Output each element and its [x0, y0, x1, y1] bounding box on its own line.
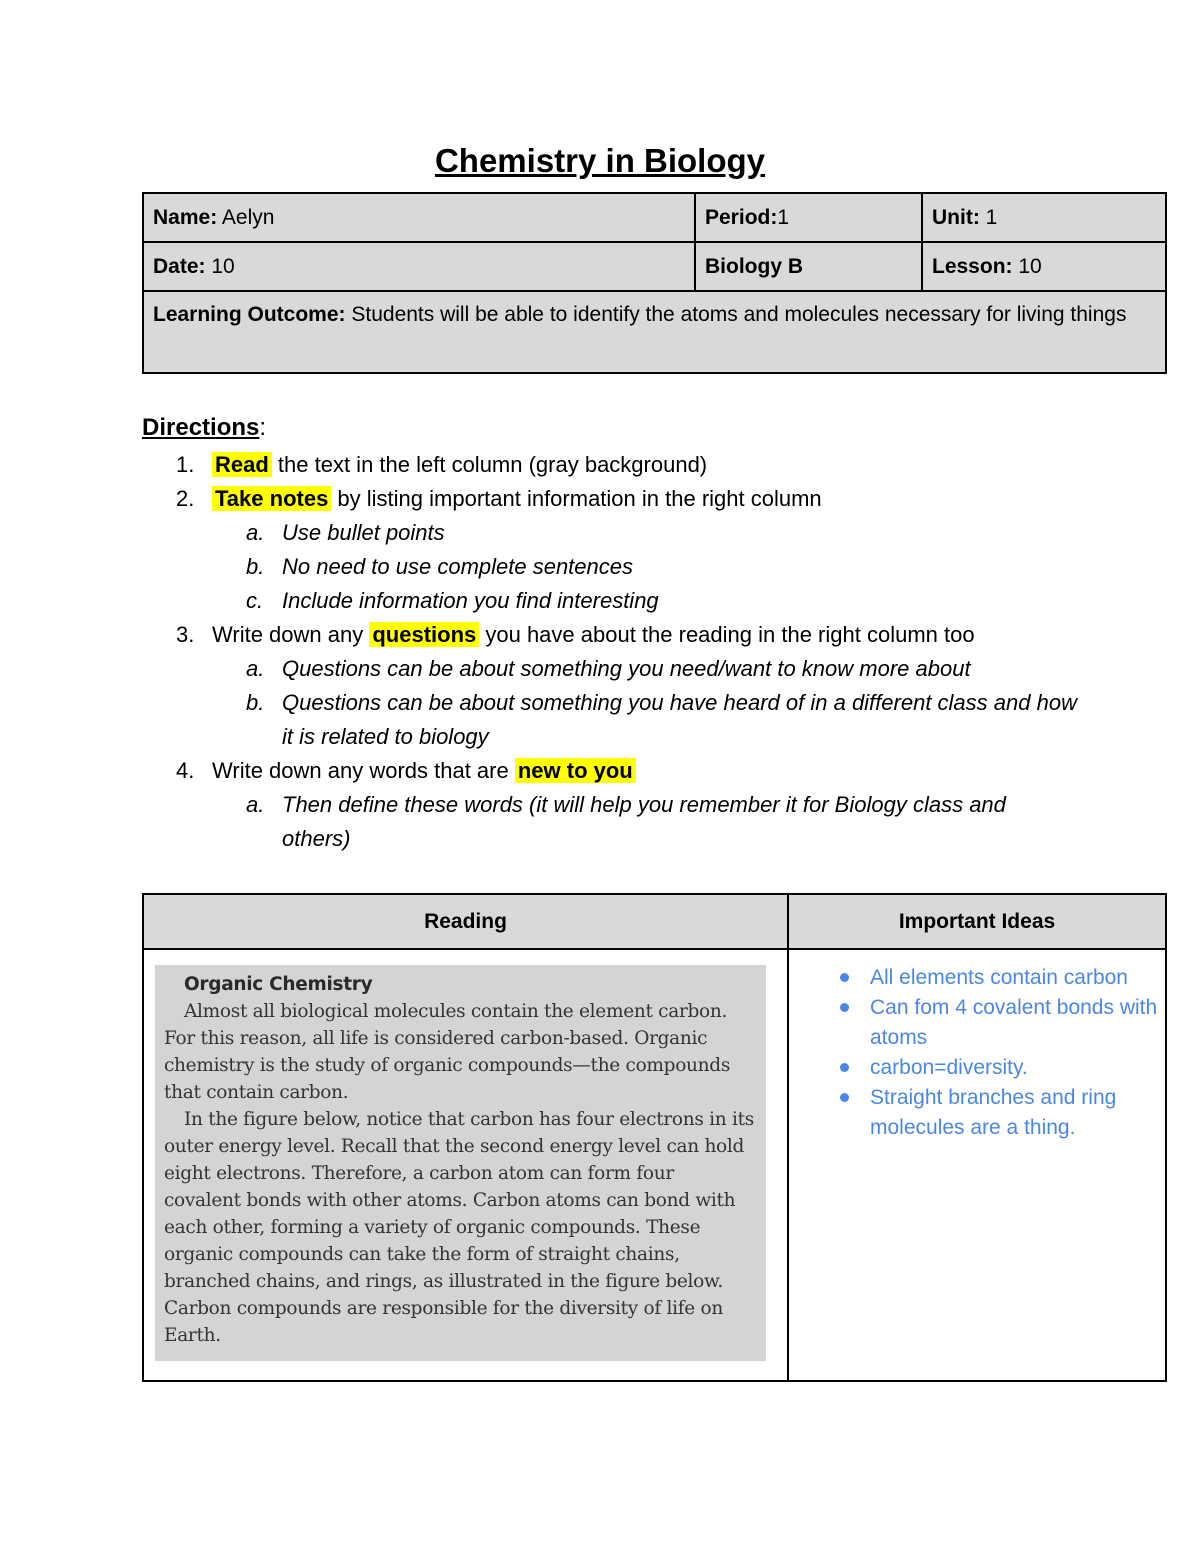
sub-letter: b.: [246, 690, 265, 715]
idea-text: carbon=diversity.: [870, 1056, 1028, 1079]
sub-text: Include information you find interesting: [282, 588, 659, 613]
important-ideas-column-header: Important Ideas: [788, 894, 1166, 949]
idea-item: [870, 963, 1164, 993]
step-text: you have about the reading in the right column too: [479, 622, 975, 647]
sub-list: [212, 516, 1142, 618]
directions-colon: :: [259, 414, 267, 441]
direction-step: [176, 482, 1142, 618]
sub-letter: b.: [246, 554, 265, 579]
lesson-value: 10: [1012, 254, 1042, 278]
date-value: 10: [205, 254, 235, 278]
directions-list: [142, 448, 1142, 856]
info-row: [143, 291, 1166, 373]
lesson-label: Lesson:: [932, 254, 1013, 278]
sub-step: [246, 516, 1142, 550]
step-text: the text in the left column (gray background): [271, 452, 708, 477]
reading-excerpt: [155, 965, 766, 1361]
reading-paragraph: In the figure below, notice that carbon has four electrons in its outer energy level. Recall that the second energy level can hold eight electrons. Therefore, a carbon atom can form four covalent bonds with other atoms. Carbon atoms can bond with each other, forming a variety of organic compounds. These organic compounds can take the form of straight chains, branched chains, and rings, as illustrated in the figure below. Carbon compounds are responsible for the diversity of life on Earth.: [164, 1109, 754, 1346]
name-cell: [143, 193, 695, 242]
step-pre-text: Write down any: [212, 622, 370, 647]
step-number: 2.: [176, 486, 195, 511]
course-label: Biology B: [705, 254, 803, 278]
outcome-label: Learning Outcome:: [153, 303, 346, 326]
page-title: Chemistry in Biology: [434, 142, 766, 179]
sub-text: Questions can be about something you need/want to know more about: [282, 656, 971, 681]
bullet-icon: [840, 1003, 849, 1012]
idea-item: [870, 1083, 1164, 1143]
notes-content-row: [143, 949, 1166, 1381]
step-highlight: Take notes: [212, 486, 331, 511]
period-value: 1: [777, 205, 790, 229]
bullet-icon: [840, 1093, 849, 1102]
sub-text: Questions can be about something you have heard of in a different class and how it is related to biology: [282, 690, 1077, 749]
step-number: 1.: [176, 452, 195, 477]
name-label: Name:: [153, 205, 218, 229]
directions-heading-text: Directions: [142, 414, 260, 441]
name-value: Aelyn: [217, 205, 275, 229]
unit-cell: [922, 193, 1166, 242]
info-row: [143, 242, 1166, 291]
directions-section: [142, 414, 1142, 856]
sub-letter: a.: [246, 656, 265, 681]
step-highlight: questions: [369, 622, 479, 647]
notes-table: [142, 893, 1167, 1382]
period-cell: [695, 193, 922, 242]
sub-step: [246, 686, 1142, 754]
sub-step: [246, 788, 1142, 856]
step-highlight: Read: [212, 452, 272, 477]
outcome-text: Students will be able to identify the atoms and molecules necessary for living things: [345, 303, 1127, 326]
sub-list: [212, 788, 1142, 856]
step-text: by listing important information in the right column: [331, 486, 822, 511]
ideas-list: [790, 963, 1164, 1143]
step-highlight: new to you: [515, 758, 636, 783]
learning-outcome-cell: [143, 291, 1166, 373]
notes-header-row: [143, 894, 1166, 949]
step-pre-text: Write down any words that are: [212, 758, 515, 783]
sub-letter: c.: [246, 588, 264, 613]
reading-paragraph: Almost all biological molecules contain the element carbon. For this reason, all life is considered carbon-based. Organic chemistry is the study of organic compounds—the compounds that contain carbon.: [164, 1001, 731, 1103]
sub-step: [246, 550, 1142, 584]
important-ideas-cell: [788, 949, 1166, 1381]
sub-text: No need to use complete sentences: [282, 554, 634, 579]
direction-step: [176, 754, 1142, 856]
sub-step: [246, 584, 1142, 618]
reading-cell: [143, 949, 788, 1381]
direction-step: [176, 618, 1142, 754]
sub-text: Then define these words (it will help you remember it for Biology class and others): [282, 792, 1006, 851]
bullet-icon: [840, 973, 849, 982]
idea-text: Can fom 4 covalent bonds with atoms: [870, 996, 1158, 1049]
lesson-cell: [922, 242, 1166, 291]
bullet-icon: [840, 1063, 849, 1072]
info-row: [143, 193, 1166, 242]
unit-value: 1: [979, 205, 998, 229]
sub-text: Use bullet points: [282, 520, 445, 545]
directions-heading: [142, 414, 1142, 442]
reading-heading: Organic Chemistry: [184, 974, 373, 995]
direction-step: [176, 448, 1142, 482]
sub-list: [212, 652, 1142, 754]
reading-column-header: Reading: [143, 894, 788, 949]
sub-letter: a.: [246, 520, 265, 545]
idea-item: [870, 1053, 1164, 1083]
step-number: 3.: [176, 622, 195, 647]
idea-text: Straight branches and ring molecules are a thing.: [870, 1086, 1117, 1139]
step-number: 4.: [176, 758, 195, 783]
date-cell: [143, 242, 695, 291]
date-label: Date:: [153, 254, 206, 278]
idea-text: All elements contain carbon: [870, 966, 1128, 989]
course-cell: [695, 242, 922, 291]
sub-letter: a.: [246, 792, 265, 817]
period-label: Period:: [705, 205, 778, 229]
idea-item: [870, 993, 1164, 1053]
info-table: [142, 192, 1167, 374]
sub-step: [246, 652, 1142, 686]
unit-label: Unit:: [932, 205, 980, 229]
